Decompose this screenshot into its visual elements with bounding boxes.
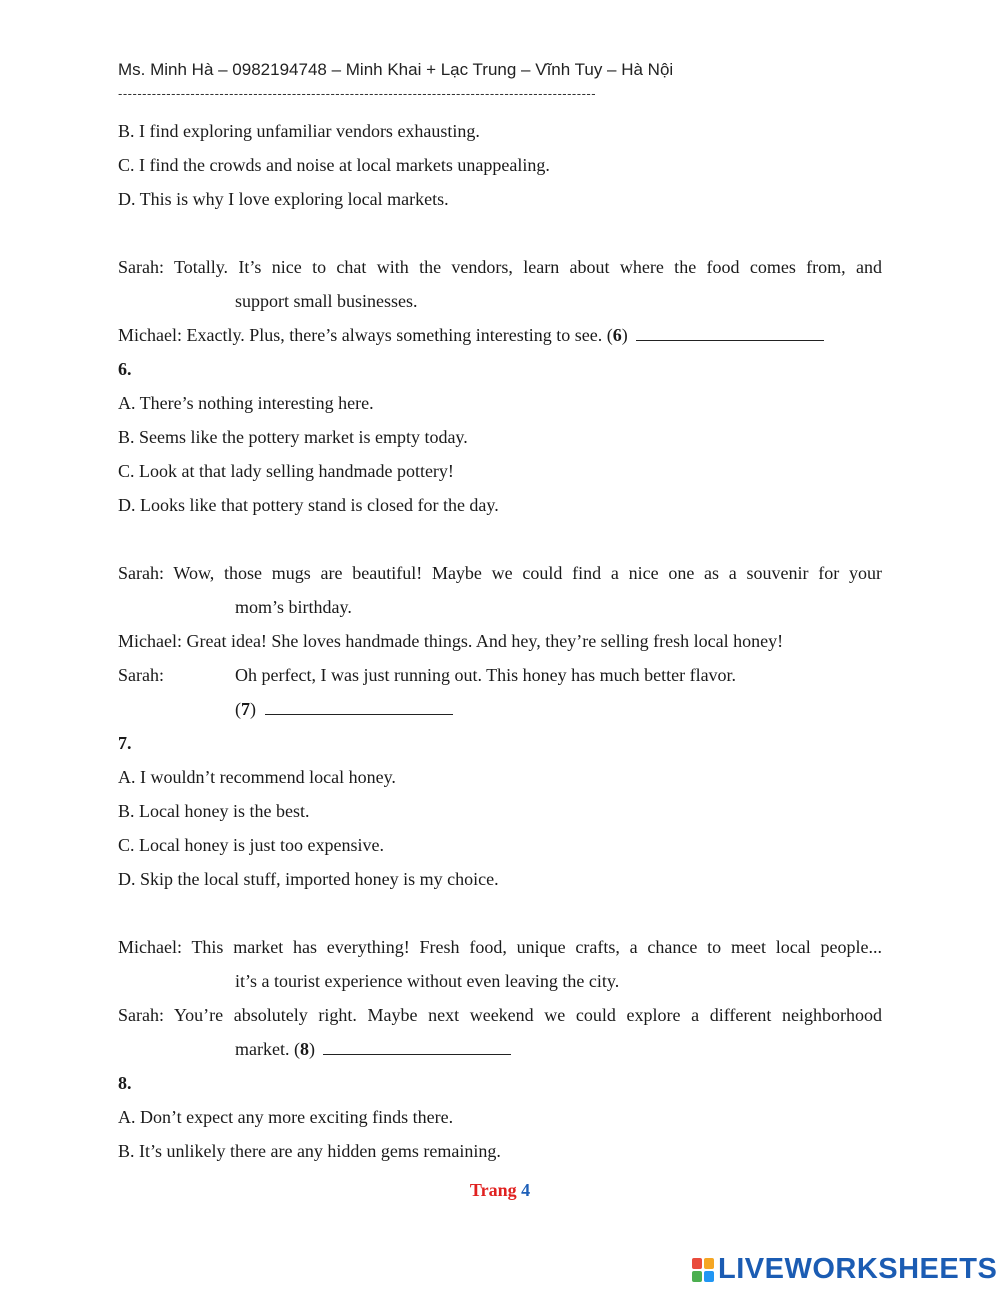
q8-option-a: A. Don’t expect any more exciting finds there. bbox=[118, 1107, 454, 1127]
question-6-number: 6. bbox=[118, 359, 132, 379]
q6-option-c: C. Look at that lady selling handmade pottery! bbox=[118, 461, 454, 481]
dialogue-michael-3: Michael: This market has everything! Fresh food, unique crafts, a chance to meet local people... bbox=[118, 937, 882, 957]
liveworksheets-logo[interactable] bbox=[692, 1253, 997, 1286]
q5-option-d: D. This is why I love exploring local markets. bbox=[118, 189, 449, 209]
worksheet-content bbox=[118, 114, 882, 1168]
dialogue-sarah-4-cont: market. (8) bbox=[118, 1032, 882, 1066]
dialogue-sarah-4: Sarah: You’re absolutely right. Maybe next weekend we could explore a different neighborhood bbox=[118, 1005, 882, 1025]
footer-page-word: Trang bbox=[469, 1180, 517, 1200]
dialogue-sarah-2-cont: mom’s birthday. bbox=[235, 597, 352, 617]
logo-tile-2 bbox=[704, 1258, 714, 1269]
blank-number-8: 8 bbox=[299, 1039, 309, 1059]
q7-option-b: B. Local honey is the best. bbox=[118, 801, 310, 821]
answer-blank-6[interactable] bbox=[636, 322, 824, 341]
dialogue-sarah-1-cont: support small businesses. bbox=[235, 291, 418, 311]
dialogue-michael-3-cont: it’s a tourist experience without even leaving the city. bbox=[235, 971, 620, 991]
answer-blank-7[interactable] bbox=[265, 696, 453, 715]
q6-option-a: A. There’s nothing interesting here. bbox=[118, 393, 374, 413]
q7-option-a: A. I wouldn’t recommend local honey. bbox=[118, 767, 396, 787]
answer-blank-8[interactable] bbox=[323, 1036, 511, 1055]
liveworksheets-logo-text: LIVEWORKSHEETS bbox=[718, 1253, 998, 1285]
dialogue-blank-7-line: (7) bbox=[118, 692, 882, 726]
question-7-number: 7. bbox=[118, 733, 132, 753]
logo-tile-3 bbox=[692, 1271, 702, 1282]
dialogue-michael-1: Michael: Exactly. Plus, there’s always something interesting to see. (6) bbox=[118, 318, 882, 352]
dialogue-sarah-2: Sarah: Wow, those mugs are beautiful! Maybe we could find a nice one as a souvenir for your bbox=[118, 563, 882, 583]
blank-number-7: 7 bbox=[241, 699, 250, 719]
logo-tile-4 bbox=[704, 1271, 714, 1282]
dialogue-sarah-3: Sarah: Oh perfect, I was just running out. This honey has much better flavor. bbox=[118, 658, 882, 692]
q7-option-c: C. Local honey is just too expensive. bbox=[118, 835, 384, 855]
header-separator: --------------------------------------------------------------------------------------------------- bbox=[118, 86, 597, 101]
q5-option-b: B. I find exploring unfamiliar vendors exhausting. bbox=[118, 121, 480, 141]
q7-option-d: D. Skip the local stuff, imported honey is my choice. bbox=[118, 869, 499, 889]
page-footer bbox=[0, 1180, 1000, 1201]
q6-option-d: D. Looks like that pottery stand is closed for the day. bbox=[118, 495, 499, 515]
question-8-number: 8. bbox=[118, 1073, 132, 1093]
header-contact: Ms. Minh Hà – 0982194748 – Minh Khai + Lạc Trung – Vĩnh Tuy – Hà Nội bbox=[118, 60, 674, 79]
footer-page-number: 4 bbox=[521, 1180, 531, 1200]
dialogue-sarah-1: Sarah: Totally. It’s nice to chat with the vendors, learn about where the food comes from, and bbox=[118, 257, 882, 277]
speaker-sarah: Sarah: bbox=[118, 665, 164, 685]
liveworksheets-logo-icon bbox=[692, 1258, 714, 1282]
q6-option-b: B. Seems like the pottery market is empty today. bbox=[118, 427, 468, 447]
dialogue-michael-2: Michael: Great idea! She loves handmade things. And hey, they’re selling fresh local honey! bbox=[118, 631, 784, 651]
q8-option-b: B. It’s unlikely there are any hidden gems remaining. bbox=[118, 1141, 501, 1161]
logo-tile-1 bbox=[692, 1258, 702, 1269]
blank-number-6: 6 bbox=[612, 325, 622, 345]
q5-option-c: C. I find the crowds and noise at local markets unappealing. bbox=[118, 155, 550, 175]
